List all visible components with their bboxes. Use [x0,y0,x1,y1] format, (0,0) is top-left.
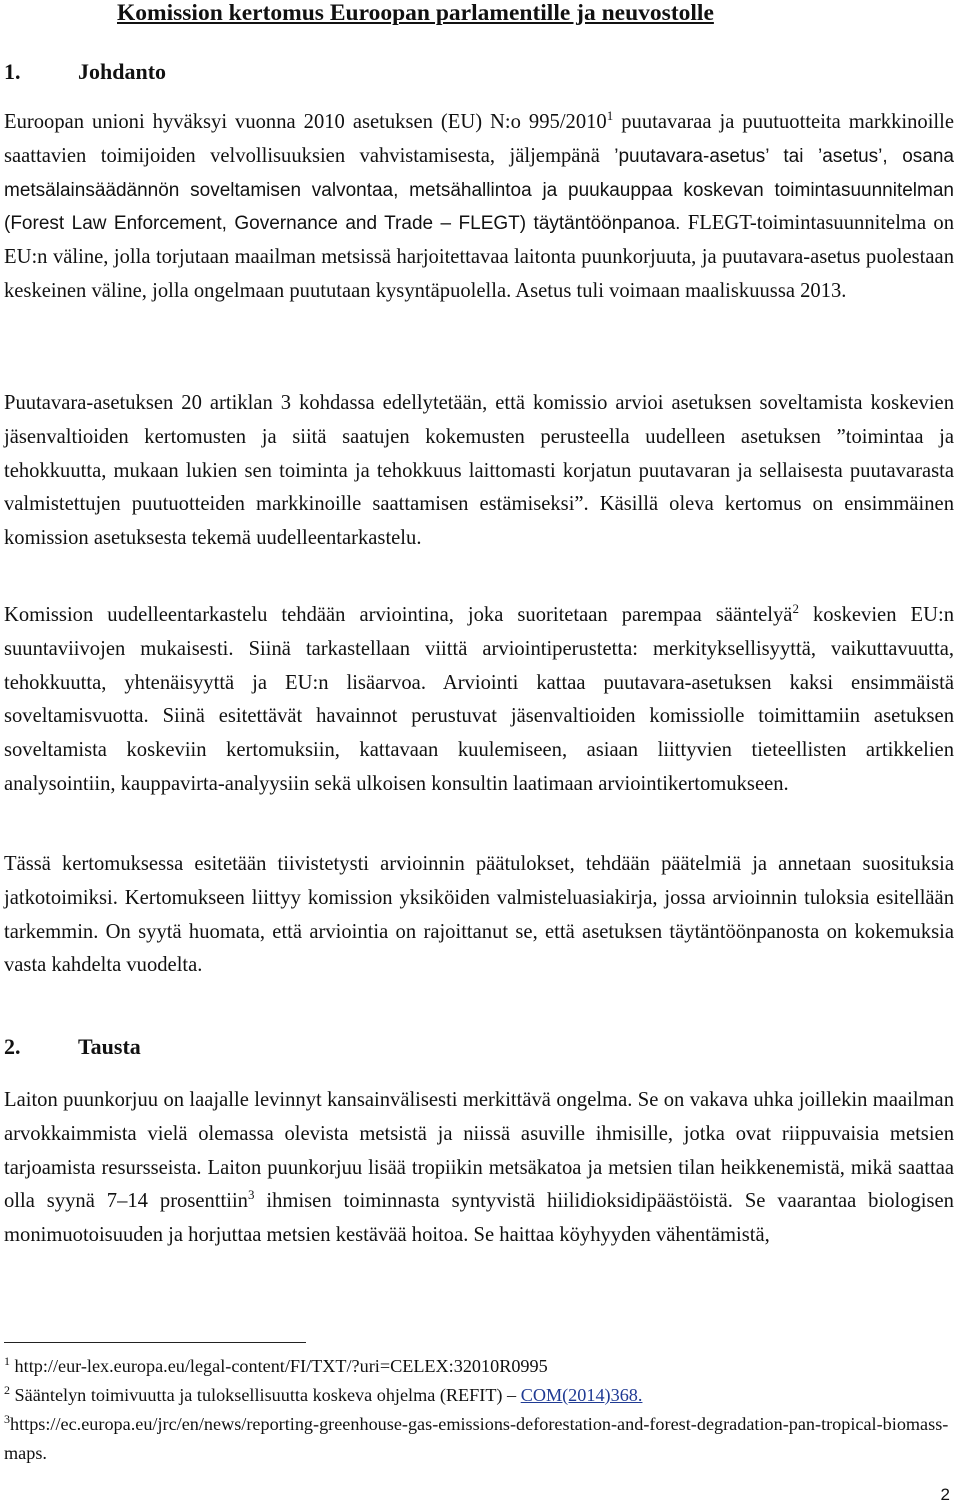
footnote-link[interactable]: COM(2014)368. [520,1385,643,1405]
footnote-separator [4,1342,306,1343]
section-title: Johdanto [78,59,167,84]
paragraph-intro-4: Tässä kertomuksessa esitetään tiivistetysti arvioinnin päätulokset, tehdään päätelmiä ja annetaan suosituksia jatkotoimiksi. Kertomukseen liittyy komission yksiköiden valmisteluasiakirja, jossa arvioinnin tuloksia esitellään tarkemmin. On syytä huomata, että arviointia on rajoittanut se, että asetuksen täytäntöönpanosta on kokemuksia vasta kahdelta vuodelta. [4,853,954,977]
page-number: 2 [940,1485,950,1504]
footnotes [4,1352,954,1468]
paragraph-intro-1: Euroopan unioni hyväksyi vuonna 2010 asetuksen (EU) N:o 995/2010$^1$ puutavaraa ja puutuotteita markkinoille saattavien toimijoiden velvollisuuksien vahvistamisesta, jäljempänä ’puutavara-asetus’ tai ’asetus’, osana metsälainsäädännön soveltamisen valvontaa, metsähallintoa ja puukauppaa koskevan toimintasuunnitelman (Forest Law Enforcement, Governance and Trade – FLEGT) täytäntöönpanoa. FLEGT-toimintasuunnitelma on EU:n väline, jolla torjutaan maailman metsissä harjoitettavaa laitonta puunkorjuuta, ja puutavara-asetus puolestaan keskeinen väline, jolla ongelmaan puututaan kysyntäpuolella. Asetus tuli voimaan maaliskuussa 2013. [4,108,954,302]
footnote-ref[interactable]: 1 [606,108,614,123]
footnote-1: $^1$ http://eur-lex.europa.eu/legal-content/FI/TXT/?uri=CELEX:32010R0995 [4,1354,548,1376]
paragraph-intro-2: Puutavara-asetuksen 20 artiklan 3 kohdassa edellytetään, että komissio arvioi asetuksen soveltamista koskevien jäsenvaltioiden kertomusten ja siitä saatujen kokemusten perusteella uudelleen asetuksen ”toimintaa ja tehokkuutta, mukaan lukien sen toiminta ja tehokkuus laittomasti korjatun puutavaran ja sellaisesta puutavarasta valmistettujen puutuotteiden markkinoille saattamisen estämiseksi”. Käsillä oleva kertomus on ensimmäinen komission asetuksesta tekemä uudelleentarkastelu. [4,392,954,550]
section-number: 2. [4,1034,21,1059]
footnote-ref[interactable]: 3 [247,1187,255,1203]
section-number: 1. [4,59,21,84]
section-heading-introduction [4,57,166,87]
paragraph-background-1: Laiton puunkorjuu on laajalle levinnyt kansainvälisesti merkittävä ongelma. Se on vakava uhka joillekin maailman arvokkaimmista vielä olemassa olevista metsistä ja niissä asuville ihmisille, jotka ovat riippuvaisia metsien tarjoamista resursseista. Laiton puunkorjuu lisää tropiikin metsäkatoa ja metsien tilan heikkenemistä, mikä saattaa olla syynä 7–14 prosenttiin$^3$ ihmisen toiminnasta syntyvistä hiilidioksidipäästöistä. Se vaarantaa biologisen monimuotoisuuden ja horjuttaa metsien kestävää hoitoa. Se haittaa köyhyyden vähentämistä, [4,1089,954,1247]
footnote-3: $^3$https://ec.europa.eu/jrc/en/news/reporting-greenhouse-gas-emissions-deforestation-and-forest-degradation-pan-tropical-biomass-maps. [4,1412,949,1463]
document-title: Komission kertomus Euroopan parlamentille ja neuvostolle [117,0,714,26]
footnote-2: $^2$ Sääntelyn toimivuutta ja tuloksellisuutta koskeva ohjelma (REFIT) – COM(2014)368. [4,1383,643,1405]
footnote-ref[interactable]: 2 [792,601,799,616]
section-title: Tausta [78,1034,141,1059]
paragraph-intro-3: Komission uudelleentarkastelu tehdään arviointina, joka suoritetaan parempaa sääntelyä$^2$ koskevien EU:n suuntaviivojen mukaisesti. Siinä tarkastellaan viittä arviointiperustetta: merkityksellisyyttä, vaikuttavuutta, tehokkuutta, yhtenäisyyttä ja EU:n lisäarvoa. Arviointi kattaa puutavara-asetuksen kaksi ensimmäistä soveltamisvuotta. Siinä esitettävät havainnot perustuvat jäsenvaltioiden komissiolle toimittamiin asetuksen soveltamista koskeviin kertomuksiin, kattavaan kuulemiseen, asiaan liittyvien tieteellisten artikkelien analysointiin, kauppavirta-analyysiin sekä ulkoisen konsultin laatimaan arviointikertomukseen. [4,601,954,795]
section-heading-background [4,1032,141,1062]
